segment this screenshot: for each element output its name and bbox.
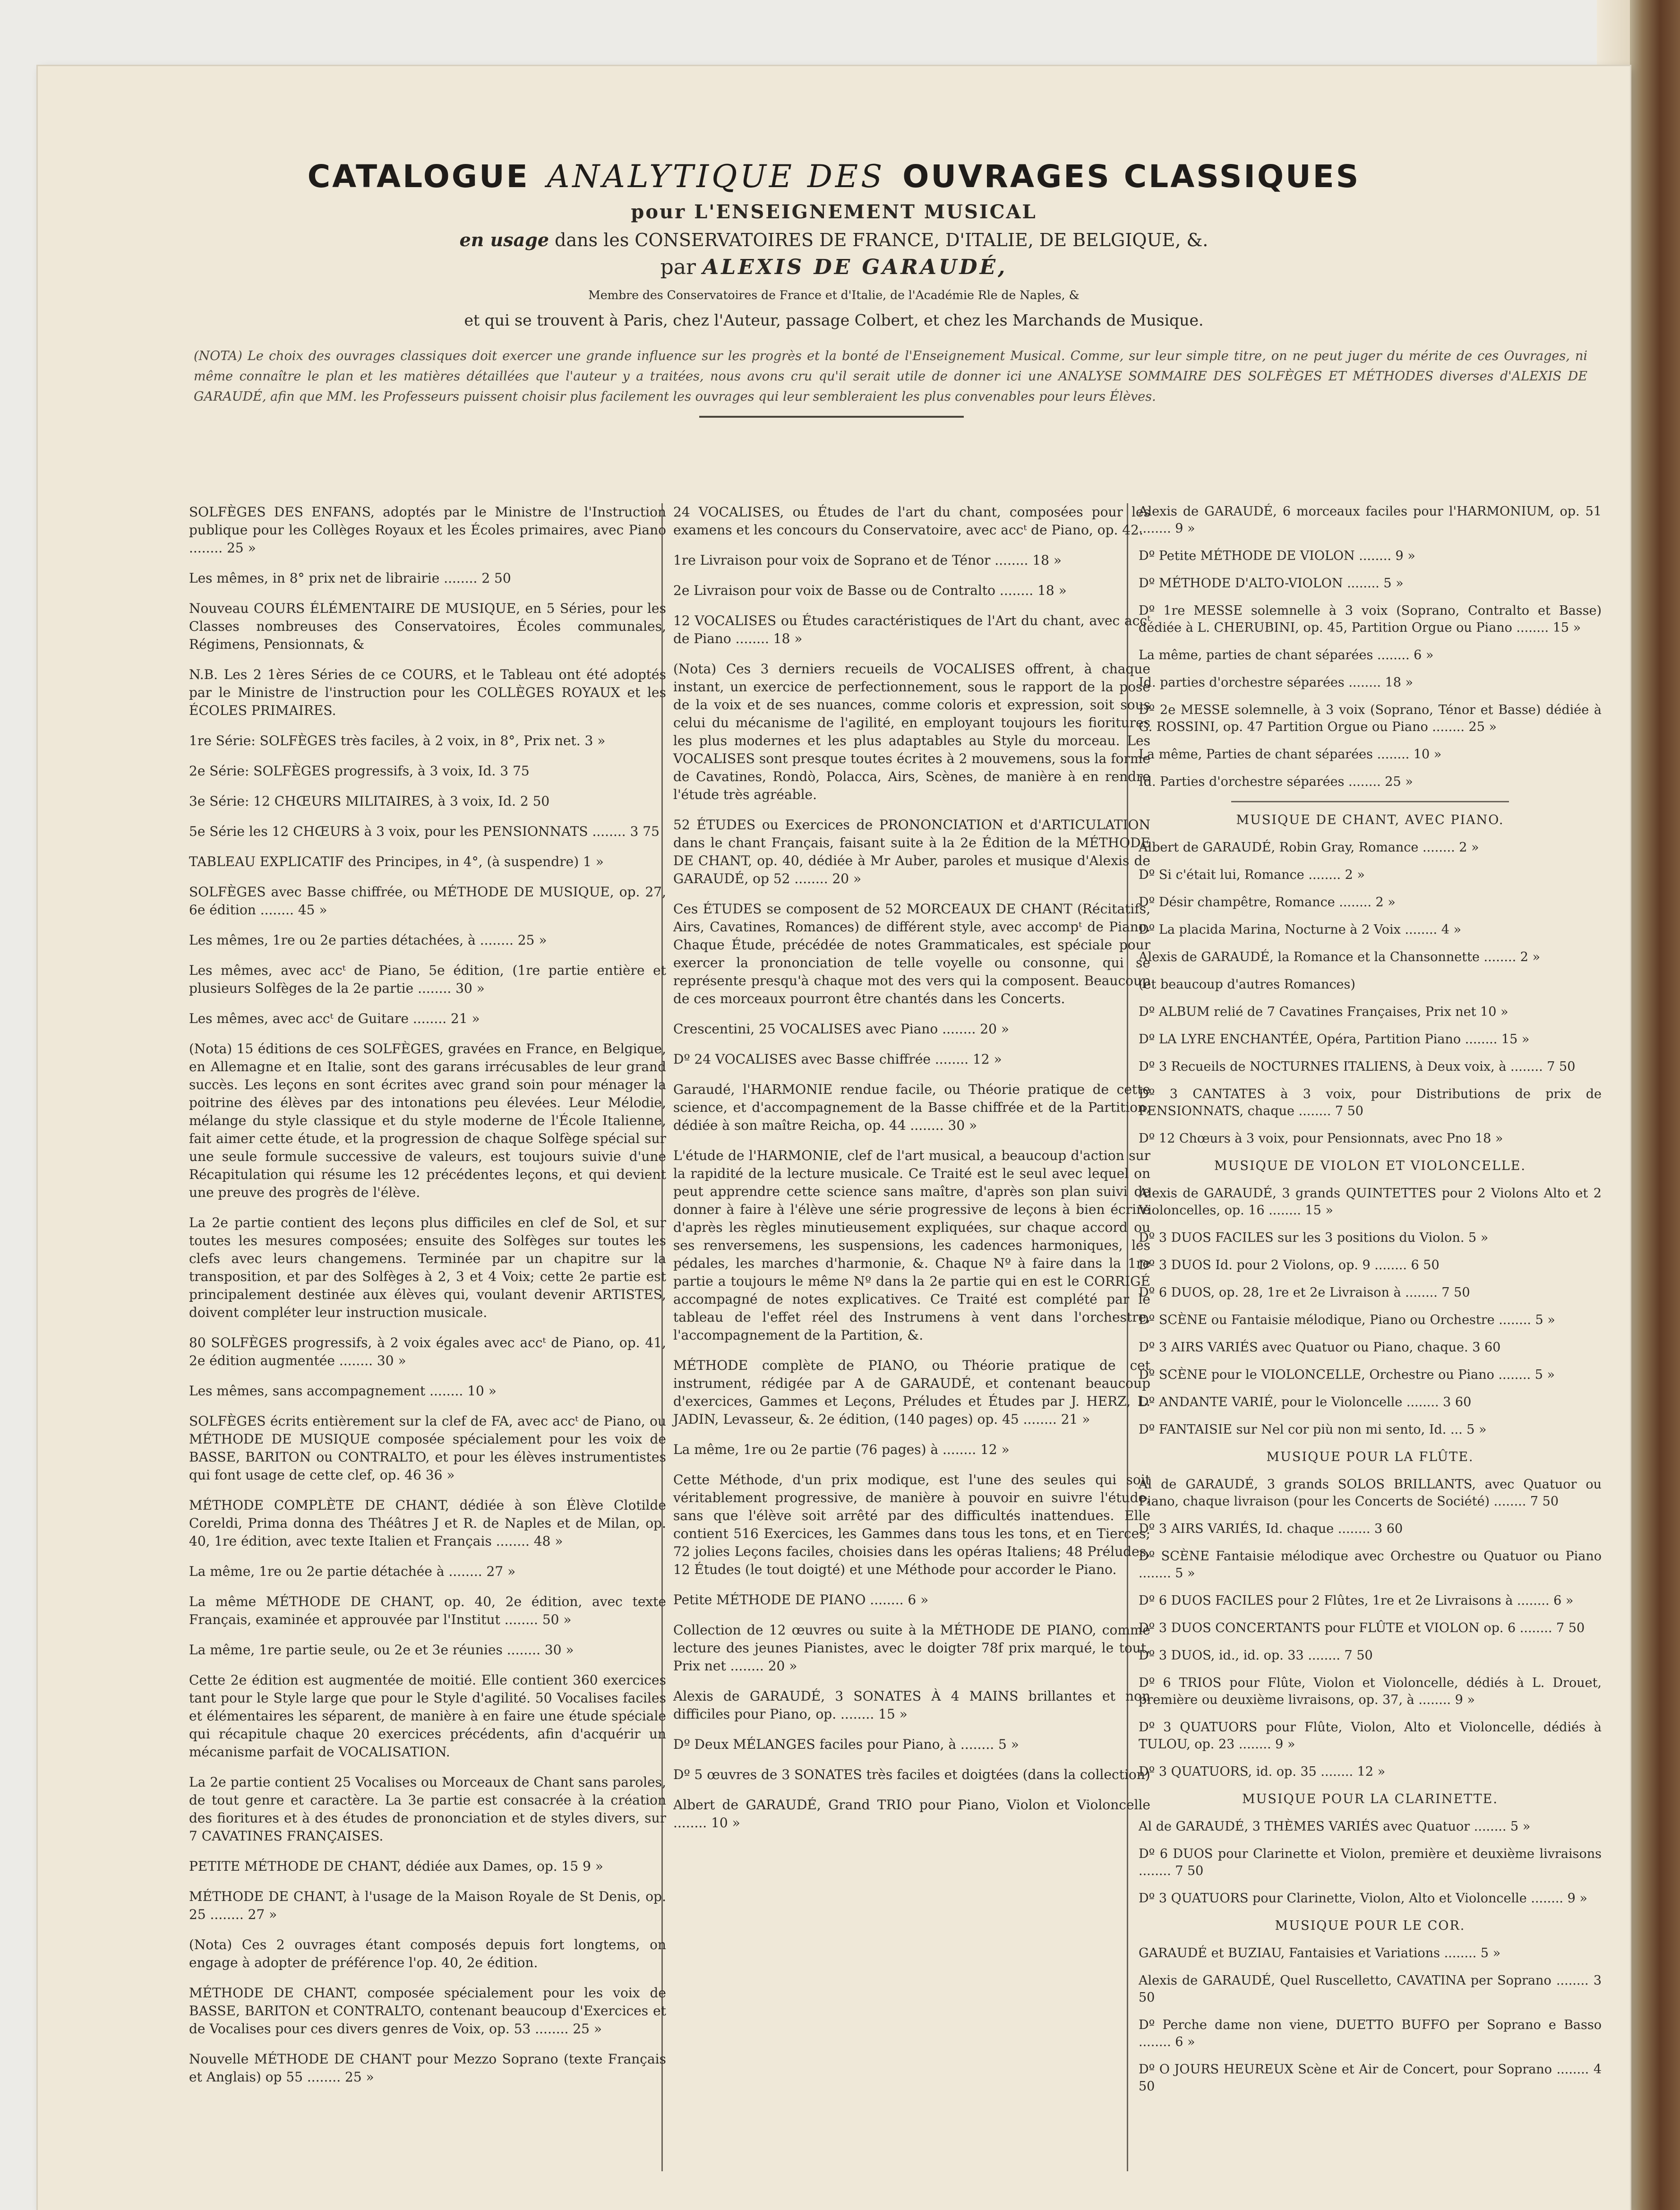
catalogue-entry: Dº 3 QUATUORS, id. op. 35 ........ 12 » (1139, 1764, 1386, 1779)
catalogue-entry: Dº 6 DUOS pour Clarinette et Violon, première et deuxième livraisons ........ 7 50 (1139, 1847, 1602, 1878)
section-heading: MUSIQUE POUR LE COR. (1275, 1918, 1466, 1933)
section-heading: MUSIQUE DE VIOLON ET VIOLONCELLE. (1214, 1159, 1526, 1173)
catalogue-entry: Dº Deux MÉLANGES faciles pour Piano, à ........ 5 » (673, 1737, 1019, 1752)
catalogue-entry: (Nota) Ces 2 ouvrages étant composés depuis fort longtems, on engage à adopter de préférence l'op. 40, 2e édition. (189, 1937, 666, 1970)
catalogue-entry: Petite MÉTHODE DE PIANO ........ 6 » (673, 1592, 929, 1608)
catalogue-entry: Dº 3 DUOS, id., id. op. 33 ........ 7 50 (1139, 1648, 1373, 1663)
catalogue-entry: Ces ÉTUDES se composent de 52 MORCEAUX DE CHANT (Récitatifs, Airs, Cavatines, Romances) de différent style, avec accompᵗ de Piano. Chaque Étude, précédée de notes Grammaticales, est spéciale pour exercer la prononciation de telle voyelle ou consonne, qui se représente presqu'à chaque mot des vers qui la composent. Beaucoup de ces morceaux pourront être chantés dans les Concerts. (673, 901, 1150, 1006)
nota-paragraph: (NOTA) Le choix des ouvrages classiques doit exercer une grande influence sur les progrès et la bonté de l'Enseignement Musical. Comme, sur leur simple titre, on ne peut juger du mérite de ces Ouvrages, ni même connaître le plan et les matières détaillées que l'auteur y a traitées, nous avons cru qu'il serait utile de donner ici une ANALYSE SOMMAIRE DES SOLFÈGES ET MÉTHODES diverses d'ALEXIS DE GARAUDÉ, afin que MM. les Professeurs puissent choisir plus facilement les ouvrages qui leur sembleraient les plus convenables pour leurs Élèves. (194, 349, 1587, 404)
title-part-a: CATALOGUE (307, 158, 530, 195)
author-line (38, 255, 1630, 279)
catalogue-entry: Alexis de GARAUDÉ, 6 morceaux faciles pour l'HARMONIUM, op. 51 ........ 9 » (1139, 504, 1602, 536)
catalogue-entry: PETITE MÉTHODE DE CHANT, dédiée aux Dames, op. 15 9 » (189, 1858, 603, 1874)
catalogue-entry: Id. Parties d'orchestre séparées ........ 25 » (1139, 774, 1413, 789)
catalogue-entry: MÉTHODE COMPLÈTE DE CHANT, dédiée à son Élève Clotilde Coreldi, Prima donna des Théâtres J et R. de Naples et de Milan, op. 40, 1re édition, avec texte Italien et Français ........ 48 » (189, 1497, 666, 1549)
catalogue-entry: Dº 3 Recueils de NOCTURNES ITALIENS, à Deux voix, à ........ 7 50 (1139, 1059, 1576, 1074)
catalogue-entry: GARAUDÉ et BUZIAU, Fantaisies et Variations ........ 5 » (1139, 1946, 1501, 1961)
catalogue-entry: Les mêmes, 1re ou 2e parties détachées, à ........ 25 » (189, 932, 547, 948)
catalogue-entry: Les mêmes, sans accompagnement ........ 10 » (189, 1383, 497, 1399)
header-rule (699, 416, 964, 418)
catalogue-entry: Alexis de GARAUDÉ, 3 grands QUINTETTES pour 2 Violons Alto et 2 Violoncelles, op. 16 ........ 15 » (1139, 1186, 1602, 1218)
address-line: et qui se trouvent à Paris, chez l'Auteur, passage Colbert, et chez les Marchands de Musique. (464, 311, 1204, 329)
catalogue-entry: Albert de GARAUDÉ, Robin Gray, Romance ........ 2 » (1139, 840, 1479, 855)
catalogue-entry: TABLEAU EXPLICATIF des Principes, in 4°, (à suspendre) 1 » (189, 854, 604, 869)
catalogue-entry: Dº 6 TRIOS pour Flûte, Violon et Violoncelle, dédiés à L. Drouet, première ou deuxième livraisons, op. 37, à ........ 9 » (1139, 1676, 1602, 1707)
catalogue-entry: Dº 6 DUOS FACILES pour 2 Flûtes, 1re et 2e Livraisons à ........ 6 » (1139, 1593, 1574, 1608)
catalogue-entry: La même, 1re ou 2e partie (76 pages) à ........ 12 » (673, 1442, 1010, 1457)
catalogue-entry: La 2e partie contient des leçons plus difficiles en clef de Sol, et sur toutes les mesures composées; ensuite des Solfèges sur toutes les clefs avec leurs changemens. Terminée par un chapitre sur la transposition, et par des Solfèges à 2, 3 et 4 Voix; cette 2e partie est principalement destinée aux élèves qui, voulant devenir ARTISTES, doivent compléter leur instruction musicale. (189, 1215, 666, 1320)
catalogue-entry: Nouveau COURS ÉLÉMENTAIRE DE MUSIQUE, en 5 Séries, pour les Classes nombreuses des Conservatoires, Écoles communales, Régimens, Pensionnats, & (189, 601, 666, 652)
catalogue-entry: Dº 5 œuvres de 3 SONATES très faciles et doigtées (dans la collection) (673, 1767, 1150, 1782)
line3-text: dans les CONSERVATOIRES DE FRANCE, D'ITALIE, DE BELGIQUE, &. (555, 230, 1209, 250)
section-heading: MUSIQUE POUR LA CLARINETTE. (1242, 1792, 1498, 1806)
catalogue-entry: Id. parties d'orchestre séparées ........ 18 » (1139, 675, 1414, 690)
catalogue-entry: Dº SCÈNE ou Fantaisie mélodique, Piano ou Orchestre ........ 5 » (1139, 1313, 1555, 1327)
catalogue-entry: Dº 24 VOCALISES avec Basse chiffrée ........ 12 » (673, 1051, 1002, 1067)
book-spine (1630, 0, 1680, 2210)
catalogue-entry: Dº 3 AIRS VARIÉS, Id. chaque ........ 3 60 (1139, 1522, 1403, 1536)
catalogue-entry: 3e Série: 12 CHŒURS MILITAIRES, à 3 voix, Id. 2 50 (189, 793, 550, 809)
title-line-2: pour L'ENSEIGNEMENT MUSICAL (631, 201, 1037, 223)
catalogue-entry: Dº SCÈNE pour le VIOLONCELLE, Orchestre ou Piano ........ 5 » (1139, 1367, 1555, 1382)
catalogue-entry: Dº 2e MESSE solemnelle, à 3 voix (Soprano, Ténor et Basse) dédiée à G. ROSSINI, op. 47 Partition Orgue ou Piano ........ 25 » (1139, 703, 1602, 734)
catalogue-entry: MÉTHODE DE CHANT, composée spécialement pour les voix de BASSE, BARITON et CONTRALTO, contenant beaucoup d'Exercices et de Vocalises pour ces divers genres de Voix, op. 53 ........ 25 » (189, 1985, 666, 2037)
catalogue-entry: 12 VOCALISES ou Études caractéristiques de l'Art du chant, avec accᵗ de Piano ........ 18 » (673, 613, 1150, 646)
column-2 (673, 503, 1150, 1844)
catalogue-entry: Dº ALBUM relié de 7 Cavatines Françaises, Prix net 10 » (1139, 1005, 1509, 1019)
catalogue-entry: Dº O JOURS HEUREUX Scène et Air de Concert, pour Soprano ........ 4 50 (1139, 2062, 1602, 2094)
catalogue-entry: Collection de 12 œuvres ou suite à la MÉTHODE DE PIANO, comme lecture des jeunes Pianistes, avec le doigter 78f prix marqué, le tout, Prix net ........ 20 » (673, 1622, 1150, 1674)
catalogue-entry: Dº 3 QUATUORS pour Clarinette, Violon, Alto et Violoncelle ........ 9 » (1139, 1891, 1587, 1906)
catalogue-entry: Garaudé, l'HARMONIE rendue facile, ou Théorie pratique de cette science, et d'accompagnement de la Basse chiffrée et de la Partition, dédiée à son maître Reicha, op. 44 ........ 30 » (673, 1082, 1150, 1133)
catalogue-entry: Alexis de GARAUDÉ, Quel Ruscelletto, CAVATINA per Soprano ........ 3 50 (1139, 1973, 1602, 2005)
title-part-c: OUVRAGES CLASSIQUES (902, 158, 1361, 195)
catalogue-entry: La même, Parties de chant séparées ........ 10 » (1139, 747, 1442, 762)
catalogue-entry: 1re Livraison pour voix de Soprano et de Ténor ........ 18 » (673, 552, 1062, 568)
catalogue-entry: Dº La placida Marina, Nocturne à 2 Voix ........ 4 » (1139, 922, 1461, 937)
catalogue-entry: Dº 6 DUOS, op. 28, 1re et 2e Livraison à ........ 7 50 (1139, 1285, 1470, 1300)
catalogue-entry: Dº 3 QUATUORS pour Flûte, Violon, Alto et Violoncelle, dédiés à TULOU, op. 23 ........ 9 » (1139, 1720, 1602, 1752)
catalogue-entry: Dº Désir champêtre, Romance ........ 2 » (1139, 895, 1396, 910)
catalogue-entry: Dº LA LYRE ENCHANTÉE, Opéra, Partition Piano ........ 15 » (1139, 1032, 1530, 1047)
title-part-b: ANALYTIQUE DES (547, 158, 885, 195)
catalogue-entry: Dº Petite MÉTHODE DE VIOLON ........ 9 » (1139, 549, 1415, 563)
catalogue-title (38, 158, 1630, 195)
catalogue-entry: Dº SCÈNE Fantaisie mélodique avec Orchestre ou Quatuor ou Piano ........ 5 » (1139, 1549, 1602, 1581)
catalogue-entry: SOLFÈGES écrits entièrement sur la clef de FA, avec accᵗ de Piano, ou MÉTHODE DE MUSIQUE composée spécialement pour les voix de BASSE, BARITON ou CONTRALTO, et pour les élèves instrumentistes qui font usage de cette clef, op. 46 36 » (189, 1413, 666, 1483)
catalogue-entry: Dº 3 DUOS Id. pour 2 Violons, op. 9 ........ 6 50 (1139, 1258, 1440, 1273)
catalogue-entry: Les mêmes, avec accᵗ de Piano, 5e édition, (1re partie entière et plusieurs Solfèges de la 2e partie ........ 30 » (189, 963, 666, 996)
catalogue-entry: 52 ÉTUDES ou Exercices de PRONONCIATION et d'ARTICULATION dans le chant Français, faisant suite à la 2e Édition de la MÉTHODE DE CHANT, op. 40, dédiée à Mr Auber, paroles et musique d'Alexis de GARAUDÉ, op 52 ........ 20 » (673, 817, 1150, 886)
catalogue-entry: Dº ANDANTE VARIÉ, pour le Violoncelle ........ 3 60 (1139, 1395, 1472, 1410)
catalogue-entry: Crescentini, 25 VOCALISES avec Piano ........ 20 » (673, 1021, 1009, 1037)
catalogue-entry: Alexis de GARAUDÉ, 3 SONATES À 4 MAINS brillantes et non difficiles pour Piano, op. ........ 15 » (673, 1688, 1150, 1722)
catalogue-entry: La même, parties de chant séparées ........ 6 » (1139, 648, 1434, 662)
catalogue-entry: 2e Livraison pour voix de Basse ou de Contralto ........ 18 » (673, 583, 1067, 598)
catalogue-entry: Dº Si c'était lui, Romance ........ 2 » (1139, 868, 1365, 882)
catalogue-entry: La même, 1re partie seule, ou 2e et 3e réunies ........ 30 » (189, 1642, 574, 1658)
catalogue-entry: SOLFÈGES DES ENFANS, adoptés par le Ministre de l'Instruction publique pour les Collèges Royaux et les Écoles primaires, avec Piano ........ 25 » (189, 504, 666, 556)
catalogue-entry: SOLFÈGES avec Basse chiffrée, ou MÉTHODE DE MUSIQUE, op. 27, 6e édition ........ 45 » (189, 884, 666, 918)
catalogue-entry: Al de GARAUDÉ, 3 grands SOLOS BRILLANTS, avec Quatuor ou Piano, chaque livraison (pour les Concerts de Société) ........ 7 50 (1139, 1477, 1602, 1509)
column-1 (189, 503, 666, 2098)
catalogue-entry: La même, 1re ou 2e partie détachée à ........ 27 » (189, 1564, 516, 1579)
author-name: ALEXIS DE GARAUDÉ, (703, 255, 1008, 279)
line3-italic: en usage (459, 229, 549, 250)
catalogue-entry: Al de GARAUDÉ, 3 THÈMES VARIÉS avec Quatuor ........ 5 » (1139, 1819, 1531, 1834)
catalogue-entry: 5e Série les 12 CHŒURS à 3 voix, pour les PENSIONNATS ........ 3 75 (189, 824, 660, 839)
catalogue-entry: 1re Série: SOLFÈGES très faciles, à 2 voix, in 8°, Prix net. 3 » (189, 733, 606, 748)
catalogue-entry: (Nota) Ces 3 derniers recueils de VOCALISES offrent, à chaque instant, un exercice de perfectionnement, sous le rapport de la pose de la voix et de ses nuances, comme coloris et expression, soit sous celui du mécanisme de l'agilité, en employant toujours les fioritures les plus modernes et les plus adaptables au Style du morceau. Les VOCALISES sont presque toutes écrites à 2 mouvemens, sous la forme de Cavatines, Rondò, Polacca, Airs, Scènes, de manière à en rendre l'étude très agréable. (673, 661, 1150, 802)
catalogue-page (38, 66, 1630, 2210)
section-heading: MUSIQUE POUR LA FLÛTE. (1266, 1450, 1474, 1464)
catalogue-entry: Dº Perche dame non viene, DUETTO BUFFO per Soprano e Basso ........ 6 » (1139, 2018, 1602, 2049)
section-heading: MUSIQUE DE CHANT, AVEC PIANO. (1236, 813, 1504, 827)
catalogue-entry: 80 SOLFÈGES progressifs, à 2 voix égales avec accᵗ de Piano, op. 41, 2e édition augmentée ........ 30 » (189, 1335, 666, 1368)
catalogue-entry: MÉTHODE DE CHANT, à l'usage de la Maison Royale de St Denis, op. 25 ........ 27 » (189, 1889, 666, 1922)
author-affiliation: Membre des Conservatoires de France et d'Italie, de l'Académie Rle de Naples, & (588, 288, 1080, 302)
catalogue-entry: (et beaucoup d'autres Romances) (1139, 977, 1355, 992)
catalogue-entry: Dº 3 CANTATES à 3 voix, pour Distributions de prix de PENSIONNATS, chaque ........ 7 50 (1139, 1087, 1602, 1118)
entry-separator (1231, 801, 1509, 802)
catalogue-entry: Alexis de GARAUDÉ, la Romance et la Chansonnette ........ 2 » (1139, 950, 1541, 964)
catalogue-entry: N.B. Les 2 1ères Séries de ce COURS, et le Tableau ont été adoptés par le Ministre de l'instruction pour les COLLÈGES ROYAUX et les ÉCOLES PRIMAIRES. (189, 667, 666, 718)
column-3 (1139, 503, 1602, 2106)
catalogue-entry: MÉTHODE complète de PIANO, ou Théorie pratique de cet instrument, rédigée par A de GARAUDÉ, et contenant beaucoup d'exercices, Gammes et Leçons, Préludes et Études par J. HERZ, L. JADIN, Levasseur, &. 2e édition, (140 pages) op. 45 ........ 21 » (673, 1358, 1150, 1427)
catalogue-entry: Cette Méthode, d'un prix modique, est l'une des seules qui soit véritablement progressive, de manière à pouvoir en suivre l'étude, sans que l'élève soit arrêté par des difficultés inattendues. Elle contient 516 Exercices, les Gammes dans tous les tons, et en Tierces; 72 jolies Leçons faciles, choisies dans les opéras Italiens; 48 Préludes, 12 Études (le tout doigté) et une Méthode pour accorder le Piano. (673, 1472, 1150, 1577)
catalogue-entry: La même MÉTHODE DE CHANT, op. 40, 2e édition, avec texte Français, examinée et approuvée par l'Institut ........ 50 » (189, 1594, 666, 1627)
catalogue-entry: Dº MÉTHODE D'ALTO-VIOLON ........ 5 » (1139, 576, 1404, 591)
catalogue-entry: (Nota) 15 éditions de ces SOLFÈGES, gravées en France, en Belgique, en Allemagne et en Italie, sont des garans irrécusables de leur grand succès. Les leçons en sont écrites avec grand soin pour ménager la poitrine des élèves par des intonations peu élevées. Leur Mélodie, mélange du style classique et du style moderne de l'École Italienne, fait aimer cette étude, et la progression de chaque Solfège spécial sur une seule formule successive de valeurs, est toujours suivie d'une Récapitulation qui résume les 12 précédentes leçons, et qui devient une preuve des progrès de l'élève. (189, 1041, 666, 1200)
catalogue-entry: Nouvelle MÉTHODE DE CHANT pour Mezzo Soprano (texte Français et Anglais) op 55 ........ 25 » (189, 2051, 666, 2085)
catalogue-entry: Les mêmes, in 8° prix net de librairie ........ 2 50 (189, 570, 511, 586)
catalogue-entry: Dº FANTAISIE sur Nel cor più non mi sento, Id. ... 5 » (1139, 1422, 1487, 1437)
catalogue-entry: Dº 1re MESSE solemnelle à 3 voix (Soprano, Contralto et Basse) dédiée à L. CHERUBINI, op. 45, Partition Orgue ou Piano ........ 15 » (1139, 603, 1602, 635)
title-line-3 (38, 229, 1630, 250)
catalogue-entry: Cette 2e édition est augmentée de moitié. Elle contient 360 exercices tant pour le Style large que pour le Style d'agilité. 50 Vocalises faciles et élémentaires les séparent, de manière à en faire une étude spéciale qui récapitule chaque 20 exercices précédents, afin d'acquérir un mécanisme parfait de VOCALISATION. (189, 1672, 666, 1760)
catalogue-entry: Albert de GARAUDÉ, Grand TRIO pour Piano, Violon et Violoncelle ........ 10 » (673, 1797, 1150, 1831)
catalogue-entry: La 2e partie contient 25 Vocalises ou Morceaux de Chant sans paroles, de tout genre et caractère. La 3e partie est consacrée à la création des fioritures et à des études de prononciation et de styles divers, sur 7 CAVATINES FRANÇAISES. (189, 1774, 666, 1844)
catalogue-entry: Dº 3 DUOS FACILES sur les 3 positions du Violon. 5 » (1139, 1230, 1489, 1245)
catalogue-entry: 2e Série: SOLFÈGES progressifs, à 3 voix, Id. 3 75 (189, 763, 530, 779)
catalogue-entry: Dº 3 AIRS VARIÉS avec Quatuor ou Piano, chaque. 3 60 (1139, 1340, 1501, 1355)
catalogue-entry: 24 VOCALISES, ou Études de l'art du chant, composées pour les examens et les concours du Conservatoire, avec accᵗ de Piano, op. 42. (673, 504, 1150, 538)
catalogue-entry: Dº 12 Chœurs à 3 voix, pour Pensionnats, avec Pno 18 » (1139, 1131, 1503, 1146)
author-prefix: par (660, 255, 696, 279)
catalogue-entry: Les mêmes, avec accᵗ de Guitare ........ 21 » (189, 1011, 480, 1026)
catalogue-entry: L'étude de l'HARMONIE, clef de l'art musical, a beaucoup d'action sur la rapidité de la lecture musicale. Ce Traité est le seul avec lequel on peut apprendre cette science sans maître, d'après son plan suivi de donner à faire à l'élève une série progressive de leçons à bien écrire d'après les règles minutieusement expliquées, sur chaque accord ou ses renversemens, les suspensions, les cadences harmoniques, les pédales, les marches d'harmonie, &. Chaque Nº à faire dans la 1re partie a toujours le même Nº dans la 2e partie qui en est le CORRIGÉ accompagné de notes explicatives. Ce Traité est complété par le tableau de l'effet réel des Instrumens à vent dans l'orchestre, l'accompagnement de la Partition, &. (673, 1148, 1150, 1343)
catalogue-entry: Dº 3 DUOS CONCERTANTS pour FLÛTE et VIOLON op. 6 ........ 7 50 (1139, 1621, 1585, 1635)
